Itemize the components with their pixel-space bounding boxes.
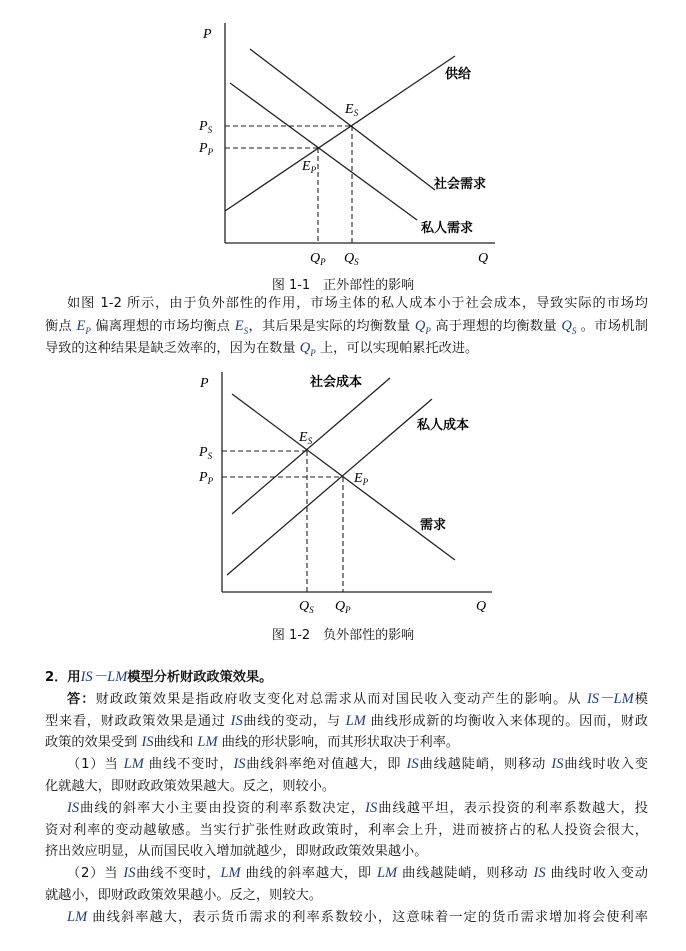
math-symbol-subscript: S [571, 325, 577, 336]
qs-label: $Q_S$ [344, 251, 359, 267]
text-run: 答： [67, 691, 96, 707]
math-symbol-base: IS [141, 734, 154, 751]
math-symbol-base: LM [345, 712, 366, 729]
math-symbol [81, 669, 128, 685]
math-symbol [233, 756, 245, 772]
text-run: 曲线的变动，与 [242, 713, 346, 729]
text-run: 曲线斜率绝对值越大，即 [245, 757, 407, 773]
figure-1-1-caption: 图 1-1 正外部性的影响 [271, 278, 415, 293]
qs-label: $Q_S$ [299, 599, 314, 615]
text-run: 2．用 [45, 670, 81, 685]
math-symbol-base: Q [561, 318, 572, 334]
qp-label: $Q_P$ [310, 251, 326, 267]
math-symbol [67, 800, 79, 816]
text-run: 曲线斜率越大，表示货币需求的利率系数较小，这意味着一定的货币需求增加将会使利率 [87, 909, 648, 925]
math-symbol-subscript: P [310, 347, 316, 358]
supply-label: 供给 [445, 67, 472, 82]
math-symbol-base: LM [67, 908, 88, 925]
text-run: ，其后果是实际的均衡数量 [248, 319, 415, 334]
x-axis-label: Q [478, 251, 489, 266]
ep-point-label: $E_P$ [354, 471, 369, 487]
text-run: 型来看，财政政策效果是通过 [45, 713, 231, 729]
math-symbol [533, 865, 545, 881]
math-symbol-base: IS－LM [80, 669, 128, 685]
math-symbol-base: IS [67, 799, 80, 816]
text-line [45, 863, 648, 885]
math-symbol-subscript: S [243, 325, 249, 336]
math-symbol [67, 909, 87, 925]
math-symbol-base: Q [414, 318, 426, 334]
text-run: 曲线越陡峭，则移动 [418, 757, 552, 773]
text-run: 曲线的斜率越大，即 [240, 866, 377, 882]
math-symbol-base: IS [533, 865, 546, 882]
math-symbol-base: IS [406, 756, 419, 773]
text-run: 挤出效应明显，从而国民收入增加就越少，即财政政策效果越小。 [45, 844, 428, 860]
text-line [45, 754, 648, 776]
text-line [45, 798, 648, 820]
text-run: 上，可以实现帕累托改进。 [315, 341, 479, 356]
math-symbol [124, 756, 144, 772]
math-symbol-base: IS [551, 756, 564, 773]
math-symbol [220, 865, 240, 881]
text-run: （1）当 [67, 757, 124, 773]
text-run: 衡点 [45, 319, 77, 334]
text-run: 曲线不变时， [143, 757, 234, 773]
text-run: 曲线的形状影响，而其形状取决于利率。 [217, 735, 460, 751]
math-symbol-base: LM [123, 756, 144, 773]
pp-label: $P_P$ [199, 470, 214, 486]
math-symbol-base: LM [197, 734, 218, 751]
math-symbol [406, 756, 418, 772]
ep-point-label: $E_P$ [302, 159, 317, 175]
text-line [45, 885, 648, 907]
private-cost-label: 私人成本 [417, 418, 470, 433]
text-run: 模型分析财政政策效果。 [127, 670, 273, 685]
text-run: 曲线时收入变 [563, 757, 648, 773]
text-line [45, 667, 648, 689]
es-point-label: $E_S$ [345, 102, 359, 118]
section-is-lm-fiscal-policy [45, 667, 648, 929]
text-run: 曲线越陡峭，则移动 [397, 866, 534, 882]
ps-label: $P_S$ [199, 119, 213, 135]
text-run: 模 [633, 691, 648, 707]
text-run: 政策的效果受到 [45, 735, 142, 751]
math-symbol-base: E [76, 318, 86, 334]
es-point-label: $E_S$ [299, 430, 313, 446]
text-line [45, 907, 648, 929]
text-line [45, 711, 648, 733]
pp-label: $P_P$ [199, 141, 214, 157]
math-symbol [346, 713, 366, 729]
text-run: 资对利率的变动越敏感。当实行扩张性财政政策时，利率会上升，进而被挤占的私人投资会很大， [45, 822, 648, 838]
math-symbol-base: IS [123, 865, 136, 882]
math-symbol-base: E [234, 318, 244, 334]
text-run: 曲线形成新的均衡收入来体现的。因而，财政 [365, 713, 648, 729]
math-symbol [197, 734, 217, 750]
text-run: 曲线越平坦，表示投资的利率系数越大，投 [377, 800, 648, 816]
text-run: 化就越大，即财政政策效果越大。反之，则较小。 [45, 778, 336, 794]
text-run: 曲线不变时， [135, 866, 221, 882]
text-run: 曲线的斜率大小主要由投资的利率系数决定， [79, 800, 366, 816]
text-line [45, 732, 648, 754]
math-symbol-base: IS－LM [586, 690, 634, 707]
math-symbol-base: IS [230, 712, 243, 729]
figure-1-2-caption: 图 1-2 负外部性的影响 [271, 628, 415, 643]
text-run: 就越小，即财政政策效果越小。反之，则较大。 [45, 887, 322, 903]
private-cost-curve [227, 399, 432, 575]
text-line [45, 841, 648, 863]
math-symbol [123, 865, 135, 881]
math-symbol [587, 691, 634, 707]
qp-label: $Q_P$ [335, 599, 351, 615]
social-cost-label: 社会成本 [310, 375, 363, 390]
ps-label: $P_S$ [199, 445, 213, 461]
text-run: 偏离理想的市场均衡点 [90, 319, 235, 334]
text-run: 。市场机制 [576, 319, 648, 334]
text-line [45, 689, 648, 711]
text-run: 高于理想的均衡数量 [430, 319, 562, 334]
math-symbol-base: LM [376, 865, 398, 882]
math-symbol [377, 865, 397, 881]
math-symbol-base: LM [220, 865, 241, 882]
y-axis-label: P [200, 376, 209, 391]
text-run: 导致的这种结果是缺乏效率的，因为在数量 [45, 341, 300, 356]
math-symbol [551, 756, 563, 772]
text-line [45, 776, 648, 798]
y-axis-label: P [203, 27, 212, 42]
math-symbol-subscript: P [425, 325, 431, 336]
private-demand-label: 私人需求 [421, 221, 474, 236]
math-symbol-subscript: P [85, 325, 91, 336]
text-run: 曲线时收入变动 [545, 866, 648, 882]
math-symbol [365, 800, 377, 816]
math-symbol-base: IS [365, 799, 378, 816]
social-demand-label: 社会需求 [434, 177, 487, 192]
text-run: 如图 1-2 所示，由于负外部性的作用，市场主体的私人成本小于社会成本，导致实际的市场均 [67, 296, 648, 311]
math-symbol [142, 734, 154, 750]
text-run: （2）当 [67, 866, 124, 882]
text-run: 曲线和 [153, 735, 198, 751]
demand-label: 需求 [420, 518, 447, 533]
math-symbol-base: IS [233, 756, 246, 773]
text-run: 财政政策效果是指政府收支变化对总需求从而对国民收入变动产生的影响。从 [95, 691, 587, 707]
text-line [45, 820, 648, 842]
x-axis-label: Q [476, 599, 487, 614]
math-symbol-base: Q [299, 340, 311, 356]
math-symbol [231, 713, 243, 729]
